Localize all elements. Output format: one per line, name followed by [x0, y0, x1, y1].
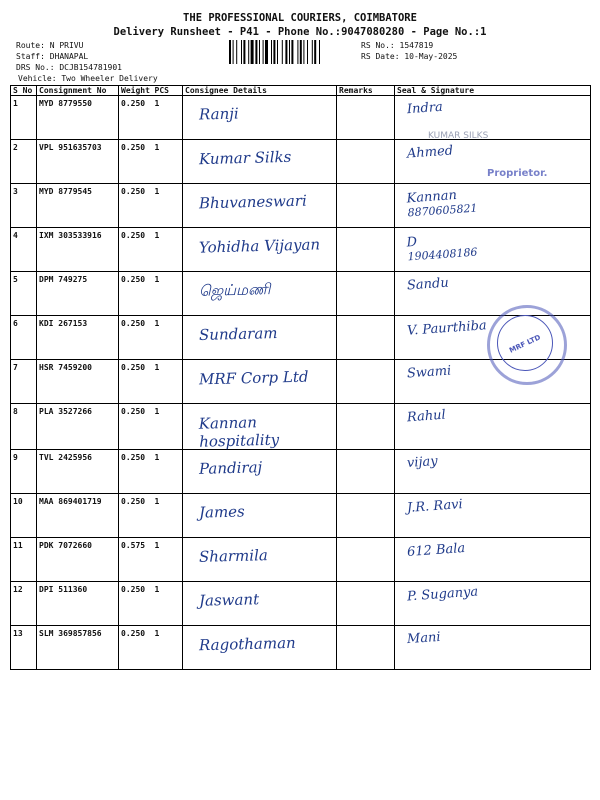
- col-header: Remarks: [337, 86, 395, 96]
- consignee-handwriting: [183, 272, 337, 316]
- consignee-name: James: [198, 502, 245, 522]
- consignment-number: PDK 7072660: [37, 538, 119, 582]
- consignee-name: Jaswant: [198, 590, 260, 610]
- signature: [407, 454, 439, 471]
- weight-value: 0.250: [119, 360, 153, 404]
- barcode-bar: [241, 40, 242, 64]
- route-label: Route: N PRIVU: [16, 41, 84, 50]
- signature-cell: [395, 494, 591, 538]
- serial-number: 7: [11, 360, 37, 404]
- weight-value: 0.250: [119, 626, 153, 670]
- consignee-name: Pandiraj: [198, 458, 263, 478]
- barcode-bar: [319, 40, 320, 64]
- signature-text: Kannan: [406, 187, 458, 207]
- signature: [407, 630, 442, 647]
- table-row: [11, 184, 591, 228]
- consignee-name: Ranji: [198, 104, 239, 124]
- signature-cell: [395, 404, 591, 450]
- pieces-value: 1: [153, 228, 183, 272]
- pieces-value: 1: [153, 582, 183, 626]
- pieces-value: 1: [153, 450, 183, 494]
- consignment-number: TVL 2425956: [37, 450, 119, 494]
- remarks-cell: [337, 494, 395, 538]
- pieces-value: 1: [153, 184, 183, 228]
- remarks-cell: [337, 582, 395, 626]
- consignee-handwriting: [183, 582, 337, 626]
- serial-number: 13: [11, 626, 37, 670]
- weight-value: 0.250: [119, 494, 153, 538]
- consignment-number: MYD 8779545: [37, 184, 119, 228]
- signature: [407, 497, 464, 516]
- signature-text: 612 Bala: [406, 540, 466, 561]
- weight-value: 0.575: [119, 538, 153, 582]
- barcode: [229, 40, 352, 64]
- table-row: [11, 538, 591, 582]
- serial-number: 12: [11, 582, 37, 626]
- barcode-bar: [282, 40, 283, 64]
- signature: [407, 276, 450, 294]
- consignee-handwriting: [183, 96, 337, 140]
- remarks-cell: [337, 538, 395, 582]
- barcode-bar: [265, 40, 268, 64]
- pieces-value: 1: [153, 316, 183, 360]
- meta-right: [361, 40, 457, 62]
- serial-number: 1: [11, 96, 37, 140]
- consignee-name: ஜெய்மணி: [198, 280, 271, 300]
- rs-number: RS No.: 1547819: [361, 41, 434, 50]
- table-row: [11, 272, 591, 316]
- table-row: [11, 404, 591, 450]
- barcode-bar: [263, 40, 264, 64]
- pieces-value: 1: [153, 140, 183, 184]
- col-header: Consignment No: [37, 86, 119, 96]
- company-stamp-inner: [497, 315, 553, 371]
- serial-number: 11: [11, 538, 37, 582]
- barcode-bar: [297, 40, 298, 64]
- consignee-handwriting: [183, 228, 337, 272]
- consignee-name: Ragothaman: [198, 633, 296, 655]
- consignment-number: PLA 3527266: [37, 404, 119, 450]
- weight-value: 0.250: [119, 228, 153, 272]
- barcode-bar: [285, 40, 287, 64]
- consignee-handwriting: [183, 140, 337, 184]
- col-header: Seal & Signature: [395, 86, 591, 96]
- consignment-number: DPI 511360: [37, 582, 119, 626]
- signature-cell: [395, 272, 591, 316]
- weight-value: 0.250: [119, 272, 153, 316]
- barcode-bar: [233, 40, 234, 64]
- remarks-cell: [337, 450, 395, 494]
- table-row: [11, 96, 591, 140]
- signature: [407, 100, 444, 117]
- signature: [407, 408, 447, 426]
- barcode-bar: [236, 40, 237, 64]
- pieces-value: 1: [153, 626, 183, 670]
- signature-text: D: [406, 234, 418, 251]
- consignee-handwriting: [183, 404, 337, 450]
- consignment-number: SLM 369857856: [37, 626, 119, 670]
- consignee-handwriting: [183, 360, 337, 404]
- barcode-bar: [229, 40, 231, 64]
- rs-date: RS Date: 10-May-2025: [361, 52, 458, 61]
- signature-cell: [395, 96, 591, 140]
- signature: [407, 143, 454, 161]
- serial-number: 8: [11, 404, 37, 450]
- consignment-number: VPL 951635703: [37, 140, 119, 184]
- consignment-number: KDI 267153: [37, 316, 119, 360]
- stamp-text: MRF LTD: [508, 333, 542, 355]
- barcode-bar: [251, 40, 254, 64]
- col-header: Weight: [119, 86, 153, 96]
- barcode-bar: [312, 40, 313, 64]
- signature: [407, 541, 466, 560]
- table-row: [11, 582, 591, 626]
- consignee-name: Sharmila: [198, 546, 269, 566]
- signature-cell: [395, 450, 591, 494]
- serial-number: 6: [11, 316, 37, 360]
- weight-value: 0.250: [119, 316, 153, 360]
- weight-value: 0.250: [119, 96, 153, 140]
- table-row: [11, 626, 591, 670]
- signature: [407, 585, 479, 605]
- signature-cell: [395, 184, 591, 228]
- signature: [407, 363, 452, 381]
- consignee-handwriting: [183, 494, 337, 538]
- consignee-handwriting: [183, 450, 337, 494]
- table-header-row: [11, 86, 591, 96]
- barcode-bar: [243, 40, 245, 64]
- consignee-name: Kannan hospitality: [198, 413, 280, 451]
- weight-value: 0.250: [119, 140, 153, 184]
- barcode-bar: [271, 40, 272, 64]
- signature-note: 8870605821: [407, 201, 478, 220]
- barcode-bar: [307, 40, 308, 64]
- signature-text: Ahmed: [406, 143, 454, 162]
- table-row: [11, 450, 591, 494]
- consignment-number: IXM 303533916: [37, 228, 119, 272]
- consignment-number: MYD 8779550: [37, 96, 119, 140]
- table-row: [11, 494, 591, 538]
- signature: [407, 318, 488, 339]
- serial-number: 4: [11, 228, 37, 272]
- remarks-cell: [337, 96, 395, 140]
- barcode-bar: [259, 40, 260, 64]
- serial-number: 2: [11, 140, 37, 184]
- weight-value: 0.250: [119, 450, 153, 494]
- pieces-value: 1: [153, 360, 183, 404]
- document-subtitle: Delivery Runsheet - P41 - Phone No.:9047080280 - Page No.:1: [113, 26, 487, 38]
- pieces-value: 1: [153, 404, 183, 450]
- staff-label: Staff: DHANAPAL: [16, 52, 89, 61]
- consignee-handwriting: [183, 184, 337, 228]
- proprietor-stamp: Proprietor.: [487, 168, 548, 179]
- col-header: Consignee Details: [183, 86, 337, 96]
- barcode-bar: [289, 40, 290, 64]
- serial-number: 3: [11, 184, 37, 228]
- signature-cell: [395, 582, 591, 626]
- weight-value: 0.250: [119, 184, 153, 228]
- consignee-handwriting: [183, 626, 337, 670]
- remarks-cell: [337, 626, 395, 670]
- barcode-bar: [314, 40, 316, 64]
- signature-text: Indra: [406, 99, 444, 118]
- signature: [406, 187, 478, 220]
- consignee-handwriting: [183, 538, 337, 582]
- drs-label: DRS No.: DCJB154781901: [16, 63, 122, 72]
- barcode-bar: [273, 40, 275, 64]
- remarks-cell: [337, 228, 395, 272]
- signature-cell: [395, 538, 591, 582]
- signature-text: Rahul: [406, 407, 447, 426]
- signature-note: 1904408186: [407, 245, 478, 264]
- consignee-handwriting: [183, 316, 337, 360]
- remarks-cell: [337, 184, 395, 228]
- signature-text: Mani: [406, 629, 442, 648]
- barcode-bar: [303, 40, 304, 64]
- signature-text: vijay: [406, 453, 439, 472]
- pieces-value: 1: [153, 272, 183, 316]
- signature: [406, 231, 478, 264]
- signature-text: P. Suganya: [406, 584, 479, 605]
- signature-cell: [395, 626, 591, 670]
- consignee-name: Yohidha Vijayan: [198, 235, 321, 257]
- pieces-value: 1: [153, 538, 183, 582]
- consignee-name: Bhuvaneswari: [198, 191, 307, 213]
- barcode-bar: [277, 40, 278, 64]
- pieces-value: 1: [153, 494, 183, 538]
- serial-number: 9: [11, 450, 37, 494]
- barcode-bar: [255, 40, 257, 64]
- signature-text: J.R. Ravi: [406, 497, 464, 516]
- barcode-bar: [291, 40, 293, 64]
- vehicle-label: Vehicle: Two Wheeler Delivery: [18, 74, 158, 83]
- serial-number: 5: [11, 272, 37, 316]
- col-header: PCS: [153, 86, 183, 96]
- remarks-cell: [337, 404, 395, 450]
- weight-value: 0.250: [119, 582, 153, 626]
- signature-text: V. Paurthiba: [406, 318, 488, 339]
- consignee-name: Sundaram: [198, 323, 278, 345]
- serial-number: 10: [11, 494, 37, 538]
- consignee-name: Kumar Silks: [198, 147, 292, 169]
- remarks-cell: [337, 140, 395, 184]
- weight-value: 0.250: [119, 404, 153, 450]
- meta-left: [16, 40, 122, 73]
- faint-shop-stamp: KUMAR SILKS: [428, 131, 489, 141]
- document-title: THE PROFESSIONAL COURIERS, COIMBATORE: [183, 12, 417, 24]
- consignment-number: DPM 749275: [37, 272, 119, 316]
- pieces-value: 1: [153, 96, 183, 140]
- signature-cell: [395, 228, 591, 272]
- table-row: [11, 228, 591, 272]
- remarks-cell: [337, 360, 395, 404]
- consignee-name: MRF Corp Ltd: [198, 367, 309, 389]
- consignment-number: MAA 869401719: [37, 494, 119, 538]
- remarks-cell: [337, 272, 395, 316]
- barcode-bar: [300, 40, 302, 64]
- signature-text: Swami: [406, 363, 452, 382]
- barcode-bar: [248, 40, 249, 64]
- consignment-number: HSR 7459200: [37, 360, 119, 404]
- col-header: S No: [11, 86, 37, 96]
- remarks-cell: [337, 316, 395, 360]
- signature-text: Sandu: [406, 275, 450, 294]
